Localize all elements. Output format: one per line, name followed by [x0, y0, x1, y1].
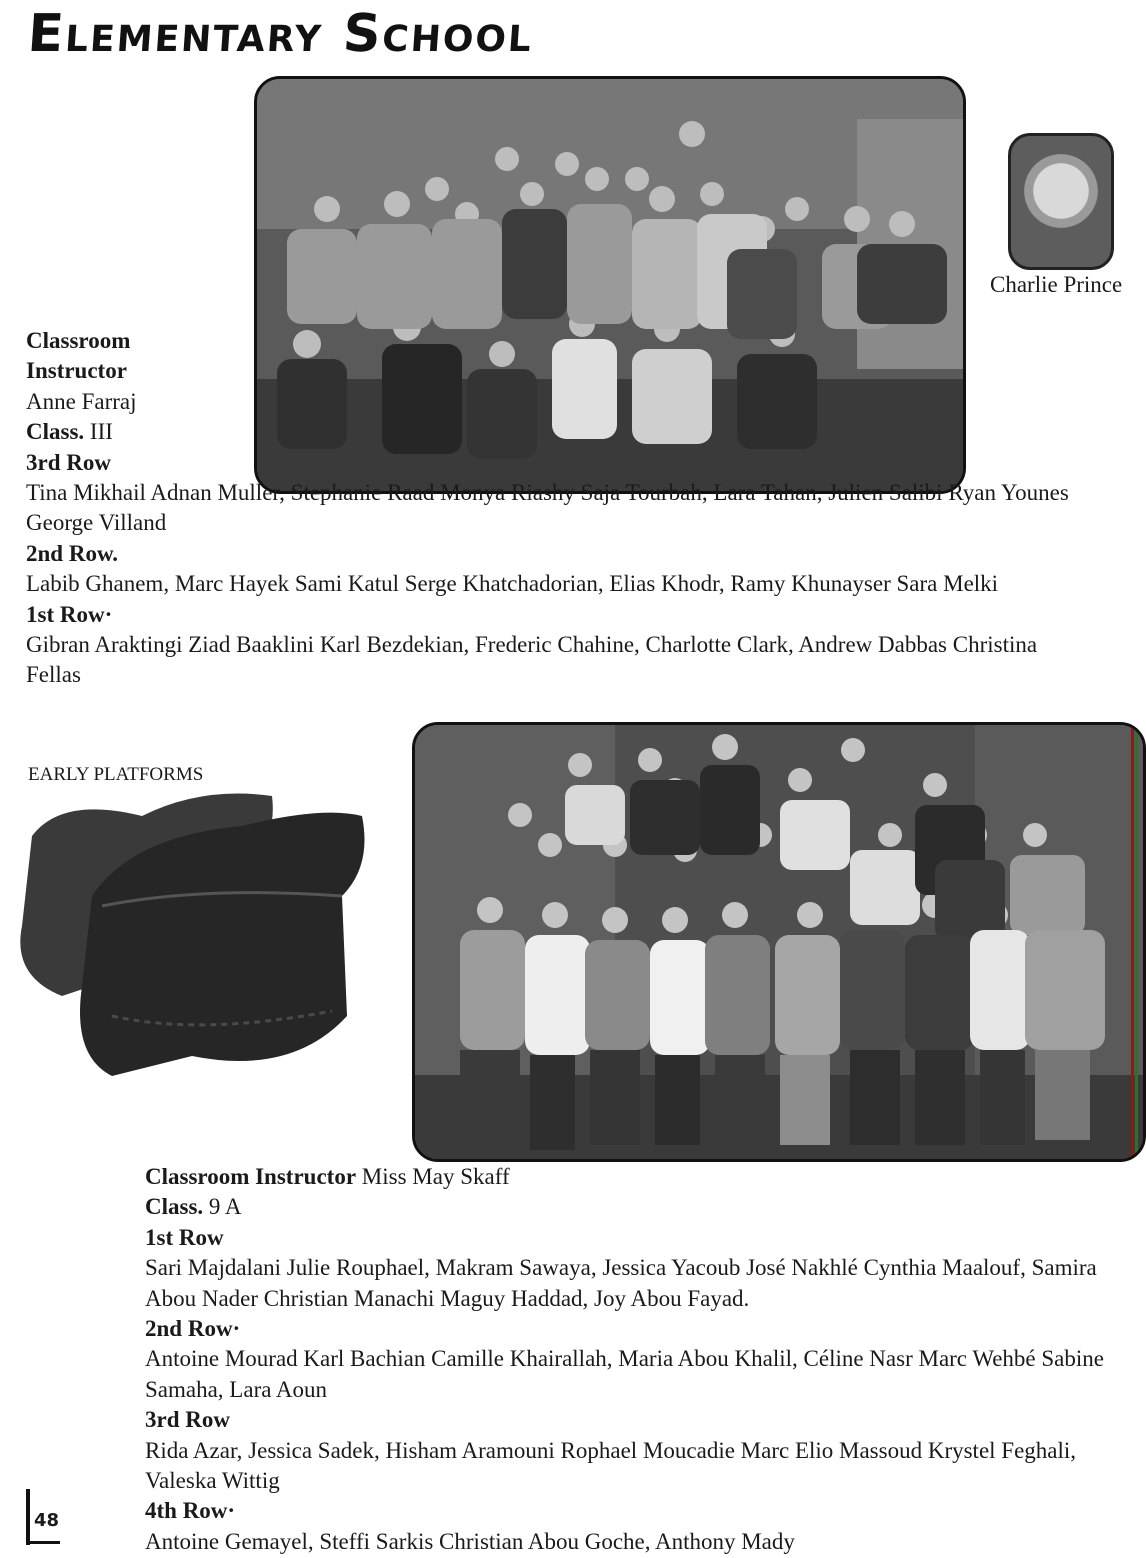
instructor-name-1: Anne Farraj — [26, 388, 137, 414]
instructor-label-2: Classroom Instructor — [145, 1164, 357, 1189]
page-number: 48 — [34, 1510, 60, 1531]
row-label-2nd-1: 2nd Row. — [26, 540, 119, 566]
class-label-1: Class. — [26, 419, 85, 445]
row-label-1st-1: 1st Row· — [26, 601, 113, 627]
row-names-3rd-1: Tina Mikhail Adnan Muller, Stephanie Raad Monya Riashy Saja Tourbah, Lara Tahan, Julien Salibi Ryan Younes George Villand — [26, 480, 1069, 536]
row-names-3rd-2: Rida Azar, Jessica Sadek, Hisham Aramouni Rophael Moucadie Marc Elio Massoud Krystel Feghali, Valeska Wittig — [145, 1437, 1077, 1494]
page-title: Elementary School — [25, 4, 536, 64]
row-names-2nd-2: Antoine Mourad Karl Bachian Camille Khairallah, Maria Abou Khalil, Céline Nasr Marc Wehbé Sabine Samaha, Lara Aoun — [145, 1346, 1104, 1402]
class-label-2: Class. — [145, 1194, 204, 1220]
row-names-1st-1: Gibran Araktingi Ziad Baaklini Karl Bezdekian, Frederic Chahine, Charlotte Clark, Andrew Dabbas Christina Fellas — [26, 632, 1038, 688]
instructor-name-2: Miss May Skaff — [361, 1164, 510, 1189]
platform-shoes-illustration — [2, 776, 374, 1076]
class-line-2 — [145, 1192, 1135, 1222]
portrait-photo — [1008, 133, 1114, 270]
row-names-4th-2: Antoine Gemayel, Steffi Sarkis Christian Abou Goche, Anthony Mady — [145, 1528, 795, 1554]
page-number-rule — [26, 1489, 30, 1545]
page-number-underline — [26, 1541, 60, 1544]
class-9a-group-photo — [412, 722, 1146, 1162]
class-line-1 — [26, 417, 1116, 447]
row-label-1st-2: 1st Row — [145, 1224, 224, 1250]
portrait-caption: Charlie Prince — [990, 272, 1123, 297]
platform-shoes-image — [2, 776, 374, 1076]
class-9a-roster — [145, 1162, 1135, 1557]
instructor-line-2 — [145, 1162, 1135, 1192]
class-value-2: 9 A — [208, 1194, 242, 1220]
artifact-caption: EARLY PLATFORMS — [28, 764, 204, 785]
row-label-3rd-2: 3rd Row — [145, 1407, 230, 1433]
class-value-1: III — [89, 419, 113, 445]
class-iii-roster — [26, 326, 1116, 691]
row-names-1st-2: Sari Majdalani Julie Rouphael, Makram Sawaya, Jessica Yacoub José Nakhlé Cynthia Maalouf, Samira Abou Nader Christian Manachi Maguy Haddad, Joy Abou Fayad. — [145, 1255, 1097, 1311]
instructor-label-1: Classroom Instructor — [26, 328, 131, 384]
row-names-2nd-1: Labib Ghanem, Marc Hayek Sami Katul Serge Khatchadorian, Elias Khodr, Ramy Khunayser Sara Melki — [26, 571, 999, 597]
row-label-3rd-1: 3rd Row — [26, 449, 111, 475]
row-label-4th-2: 4th Row· — [145, 1498, 236, 1524]
group-photo-illustration-2 — [415, 725, 1143, 1159]
row-label-2nd-2: 2nd Row· — [145, 1316, 241, 1342]
